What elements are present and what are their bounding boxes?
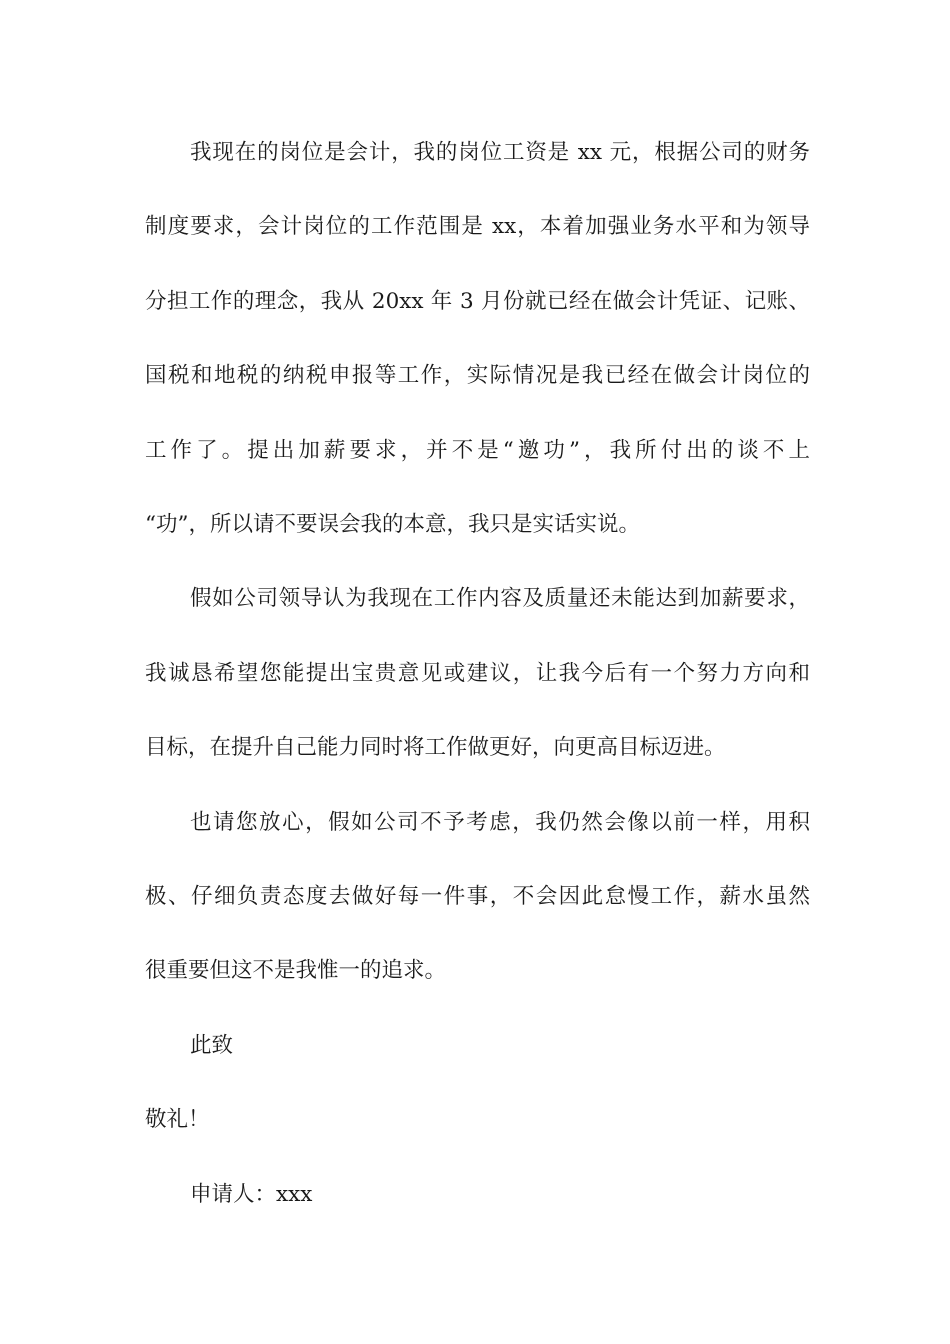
paragraph-1-line-2: 制度要求，会计岗位的工作范围是 xx，本着加强业务水平和为领导 [145,214,810,239]
paragraph-2-line-3: 目标，在提升自己能力同时将工作做更好，向更高目标迈进。 [145,735,726,760]
paragraph-2-line-1: 假如公司领导认为我现在工作内容及质量还未能达到加薪要求， [190,586,810,611]
salutation-text: 敬礼！ [145,1107,210,1132]
paragraph-1-line-4: 国税和地税的纳税申报等工作，实际情况是我已经在做会计岗位的 [145,363,810,388]
paragraph-3-line-1: 也请您放心，假如公司不予考虑，我仍然会像以前一样，用积 [190,810,810,835]
paragraph-2-line-2: 我诚恳希望您能提出宝贵意见或建议，让我今后有一个努力方向和 [145,661,810,686]
paragraph-1-line-6: “功”，所以请不要误会我的本意，我只是实话实说。 [145,512,640,537]
closing-text: 此致 [190,1033,234,1058]
paragraph-1-line-1: 我现在的岗位是会计，我的岗位工资是 xx 元，根据公司的财务 [190,140,810,165]
paragraph-3-line-3: 很重要但这不是我惟一的追求。 [145,958,447,983]
paragraph-3-line-2: 极、仔细负责态度去做好每一件事，不会因此怠慢工作，薪水虽然 [145,884,810,909]
paragraph-1-line-5: 工作了。提出加薪要求，并不是“邀功”，我所付出的谈不上 [145,438,810,463]
paragraph-1-line-3: 分担工作的理念，我从 20xx 年 3 月份就已经在做会计凭证、记账、 [145,289,810,314]
signature-text: 申请人：xxx [190,1182,313,1207]
